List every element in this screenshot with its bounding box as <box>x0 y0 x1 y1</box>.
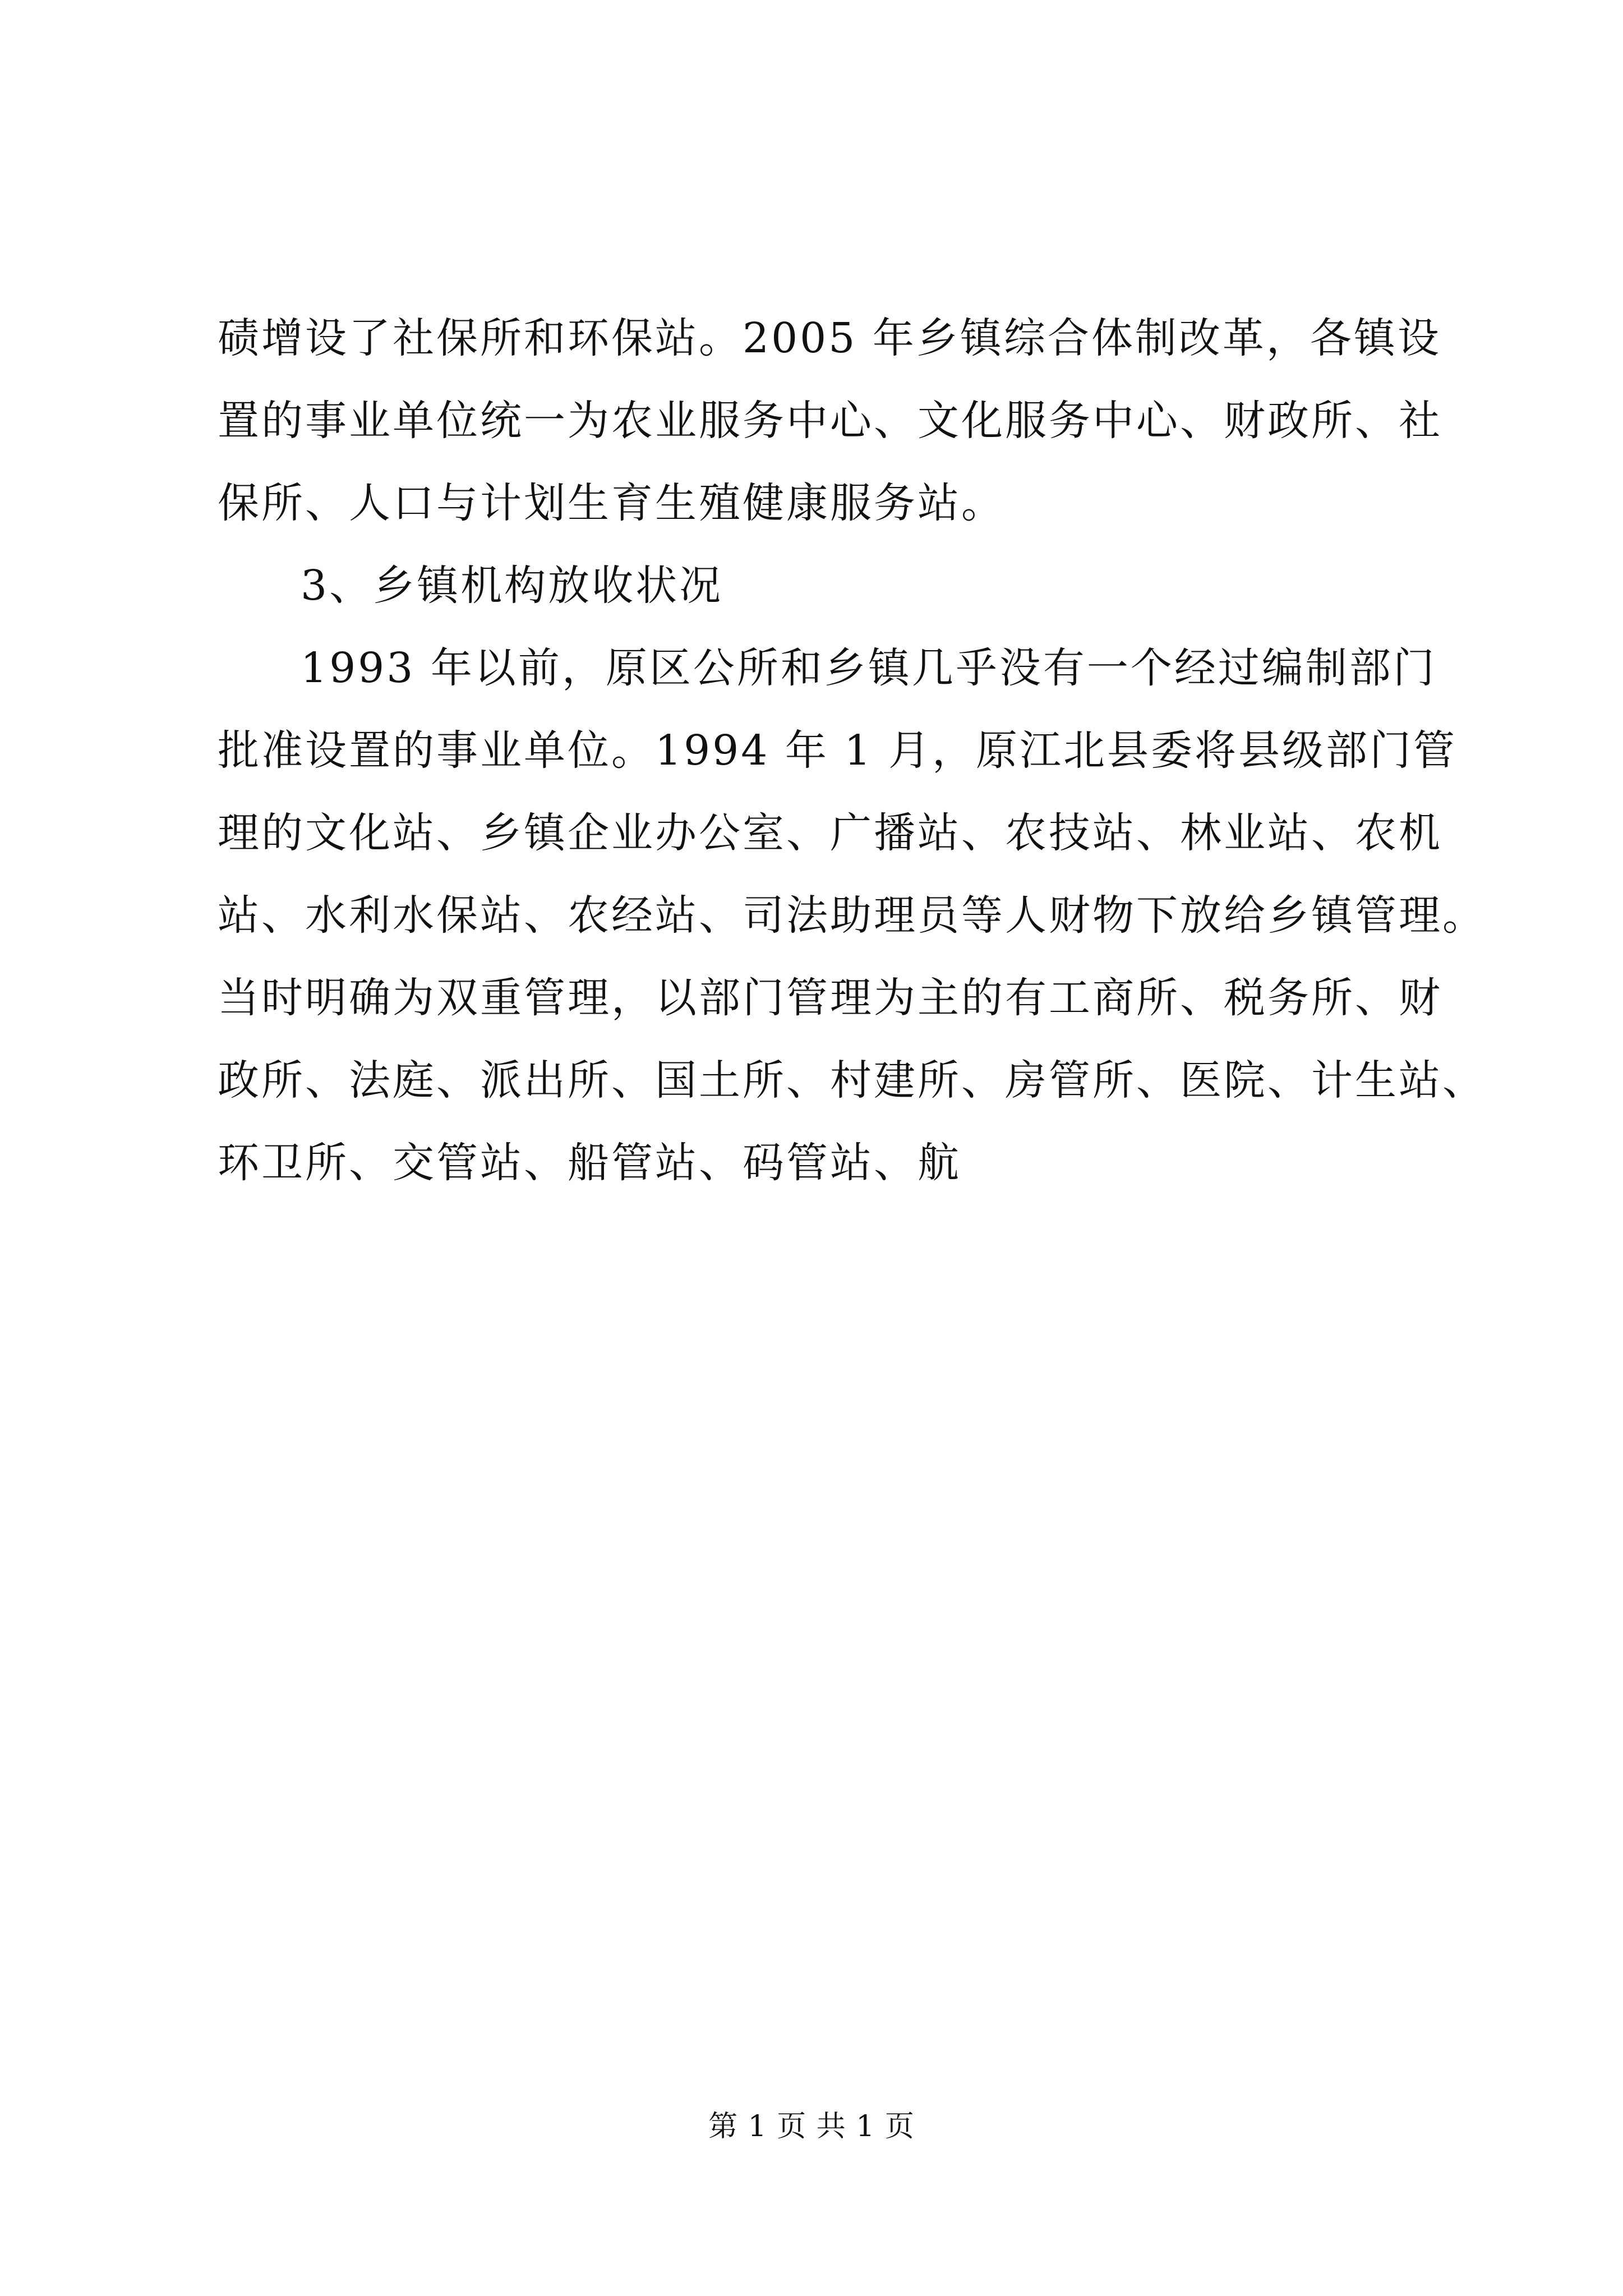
section-heading: 3、乡镇机构放收状况 <box>301 562 723 610</box>
text-line: 置的事业单位统一为农业服务中心、文化服务中心、财政所、社 <box>218 397 1442 445</box>
text-line: 保所、人口与计划生育生殖健康服务站。 <box>218 479 1005 527</box>
text-line: 站、水利水保站、农经站、司法助理员等人财物下放给乡镇管理。 <box>218 891 1486 940</box>
text-line: 当时明确为双重管理，以部门管理为主的有工商所、税务所、财 <box>218 974 1442 1022</box>
page-footer <box>0 2107 1623 2146</box>
text-line: 批准设置的事业单位。1994 年 1 月，原江北县委将县级部门管 <box>218 726 1457 775</box>
text-line: 政所、法庭、派出所、国土所、村建所、房管所、医院、计生站、 <box>218 1056 1486 1105</box>
text-line: 碛增设了社保所和环保站。2005 年乡镇综合体制改革，各镇设 <box>218 314 1441 362</box>
document-body <box>218 297 1486 1204</box>
text-line: 1993 年以前，原区公所和乡镇几乎没有一个经过编制部门 <box>301 644 1437 692</box>
text-line: 理的文化站、乡镇企业办公室、广播站、农技站、林业站、农机 <box>218 809 1442 857</box>
page-number: 第 1 页 共 1 页 <box>708 2110 915 2143</box>
text-line: 环卫所、交管站、船管站、码管站、航 <box>218 1139 961 1187</box>
